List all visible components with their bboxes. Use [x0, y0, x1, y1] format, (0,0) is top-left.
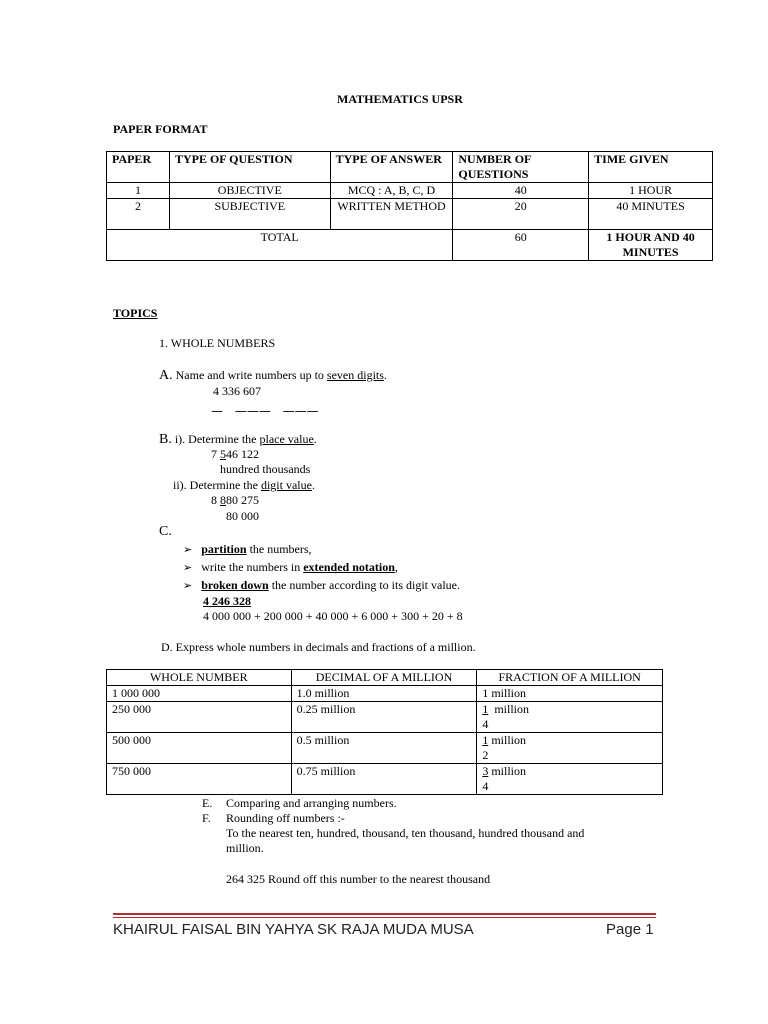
- digit-value-underlined: digit value: [260, 478, 312, 492]
- bullet-bold: extended notation: [303, 560, 395, 574]
- section-letter: A.: [159, 368, 173, 383]
- table-row: [107, 686, 663, 702]
- section-c-example: 4 246 328: [203, 594, 251, 608]
- header-whole-number: WHOLE NUMBER: [107, 670, 292, 686]
- section-f-letter: F.: [202, 811, 211, 825]
- punctuation: .: [313, 432, 317, 446]
- place-value-example: [211, 447, 259, 462]
- num-part: 8: [211, 493, 220, 507]
- num-underlined-digit: 5: [220, 447, 226, 461]
- bar: —: [211, 404, 223, 418]
- arrow-bullet-icon: ➢: [183, 543, 193, 556]
- fraction-unit: million: [488, 702, 529, 716]
- section-c-letter: C.: [159, 524, 172, 539]
- punctuation: .: [311, 478, 315, 492]
- fraction-numerator: 1: [482, 733, 489, 747]
- cell-question-count: 20: [453, 199, 589, 230]
- section-b-i-text: i). Determine the: [174, 432, 260, 446]
- cell-total-questions: 60: [453, 230, 589, 261]
- digit-value-answer: 80 000: [226, 509, 259, 523]
- cell-answer-type: MCQ : A, B, C, D: [330, 183, 453, 199]
- section-b: [159, 432, 317, 448]
- num-underlined-digit: 8: [220, 493, 226, 507]
- cell-fraction: [477, 702, 663, 733]
- header-decimal: DECIMAL OF A MILLION: [291, 670, 477, 686]
- section-f-line2: million.: [226, 841, 264, 855]
- million-table: [106, 669, 663, 795]
- table-header-row: [107, 152, 713, 183]
- section-a-underlined: seven digits: [326, 368, 384, 382]
- section-f-example: 264 325 Round off this number to the nearest thousand: [226, 872, 491, 886]
- section-a-text: Name and write numbers up to: [175, 368, 327, 382]
- fraction-denominator: 4: [482, 779, 489, 793]
- bar: —: [234, 404, 247, 418]
- cell-decimal: 0.75 million: [291, 764, 477, 795]
- bar: —: [294, 404, 307, 418]
- digit-group-bars: [211, 404, 319, 418]
- cell-whole: 250 000: [107, 702, 292, 733]
- bar: —: [282, 404, 295, 418]
- cell-fraction: [477, 764, 663, 795]
- cell-whole: 500 000: [107, 733, 292, 764]
- page-number: Page 1: [606, 921, 654, 938]
- document-title: MATHEMATICS UPSR: [337, 92, 463, 106]
- fraction-denominator: 4: [482, 717, 489, 731]
- section-b-ii-text: ii). Determine the: [173, 478, 261, 492]
- section-b-ii: [173, 478, 315, 493]
- header-time-given: TIME GIVEN: [589, 152, 713, 183]
- cell-total-time: 1 HOUR AND 40 MINUTES: [589, 230, 713, 261]
- fraction-numerator: 1: [482, 702, 489, 716]
- arrow-bullet-icon: ➢: [183, 561, 193, 574]
- table-row: [107, 733, 663, 764]
- bullet-broken-down: [183, 578, 460, 593]
- bullet-text: the numbers,: [246, 542, 312, 556]
- num-part: 46 122: [226, 447, 259, 461]
- bullet-bold: partition: [201, 542, 247, 556]
- cell-decimal: 0.5 million: [291, 733, 477, 764]
- cell-whole: 1 000 000: [107, 686, 292, 702]
- cell-question-type: SUBJECTIVE: [169, 199, 330, 230]
- cell-paper: 1: [107, 183, 170, 199]
- fraction-unit: million: [488, 764, 526, 778]
- arrow-bullet-icon: ➢: [183, 579, 193, 592]
- bullet-bold: broken down: [201, 578, 269, 592]
- header-paper: PAPER: [107, 152, 170, 183]
- num-part: 80 275: [226, 493, 259, 507]
- bar: —: [306, 404, 319, 418]
- paper-format-table: [106, 151, 713, 261]
- section-f-text: Rounding off numbers :-: [226, 811, 345, 825]
- footer-author: KHAIRUL FAISAL BIN YAHYA SK RAJA MUDA MUSA: [113, 921, 474, 938]
- digit-value-example: [211, 493, 259, 508]
- punctuation: ,: [394, 560, 398, 574]
- cell-question-count: 40: [453, 183, 589, 199]
- fraction-numerator: 3: [482, 764, 489, 778]
- cell-question-type: OBJECTIVE: [169, 183, 330, 199]
- fraction-denominator: 2: [482, 748, 489, 762]
- table-row: [107, 183, 713, 199]
- place-value-underlined: place value: [259, 432, 314, 446]
- table-row: [107, 199, 713, 230]
- cell-decimal: 0.25 million: [291, 702, 477, 733]
- cell-total-label: TOTAL: [107, 230, 453, 261]
- footer-rule: [113, 913, 656, 915]
- cell-fraction: [477, 733, 663, 764]
- cell-whole: 750 000: [107, 764, 292, 795]
- bullet-text: write the numbers in: [201, 560, 304, 574]
- section-f-line1: To the nearest ten, hundred, thousand, ten thousand, hundred thousand and: [226, 826, 585, 840]
- cell-paper: 2: [107, 199, 170, 230]
- table-header-row: [107, 670, 663, 686]
- bullet-partition: [183, 542, 312, 557]
- table-row: [107, 702, 663, 733]
- paper-format-heading: PAPER FORMAT: [113, 122, 208, 136]
- num-part: 7: [211, 447, 220, 461]
- bullet-text: the number according to its digit value.: [268, 578, 460, 592]
- section-c-expansion: 4 000 000 + 200 000 + 40 000 + 6 000 + 300 + 20 + 8: [203, 609, 463, 623]
- topic-whole-numbers: 1. WHOLE NUMBERS: [159, 336, 276, 350]
- cell-decimal: 1.0 million: [291, 686, 477, 702]
- section-a: [159, 368, 387, 384]
- cell-answer-type: WRITTEN METHOD: [330, 199, 453, 230]
- table-row: [107, 764, 663, 795]
- fraction-unit: million: [488, 733, 526, 747]
- header-number-of-questions: NUMBER OF QUESTIONS: [453, 152, 589, 183]
- place-value-answer: hundred thousands: [220, 462, 311, 476]
- section-a-example: 4 336 607: [213, 384, 261, 398]
- header-fraction: FRACTION OF A MILLION: [477, 670, 663, 686]
- footer-rule-thin: [113, 917, 656, 918]
- bullet-extended-notation: [183, 560, 398, 575]
- section-e-text: Comparing and arranging numbers.: [226, 796, 397, 810]
- section-e-letter: E.: [202, 796, 213, 810]
- punctuation: .: [383, 368, 387, 382]
- bar: —: [246, 404, 259, 418]
- table-total-row: [107, 230, 713, 261]
- header-type-of-answer: TYPE OF ANSWER: [330, 152, 453, 183]
- header-type-of-question: TYPE OF QUESTION: [169, 152, 330, 183]
- topics-heading: TOPICS: [113, 306, 158, 320]
- cell-fraction: 1 million: [477, 686, 663, 702]
- section-letter: B.: [159, 432, 172, 447]
- bar: —: [258, 404, 271, 418]
- cell-time: 40 MINUTES: [589, 199, 713, 230]
- cell-time: 1 HOUR: [589, 183, 713, 199]
- section-d: D. Express whole numbers in decimals and fractions of a million.: [161, 640, 476, 654]
